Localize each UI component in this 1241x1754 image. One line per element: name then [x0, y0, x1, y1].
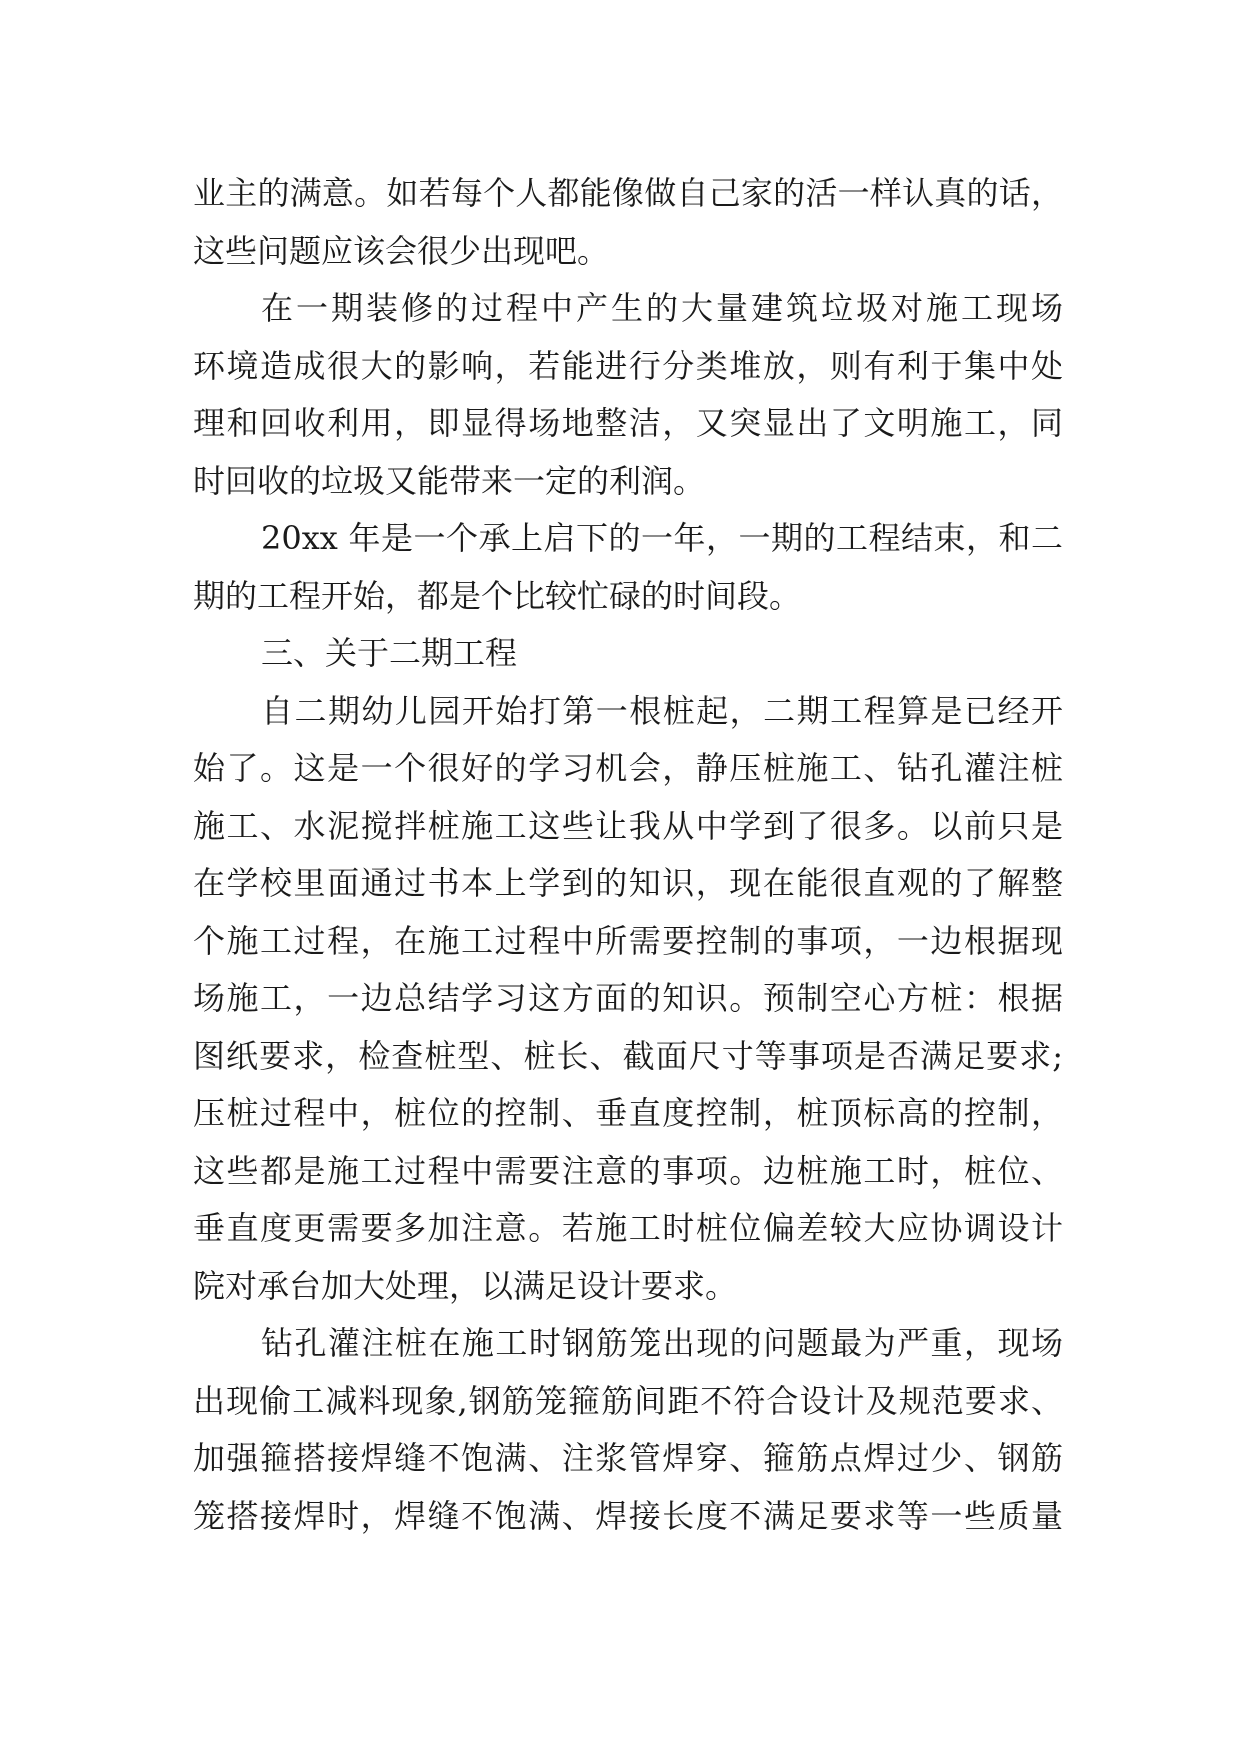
text-line: 时回收的垃圾又能带来一定的利润。 [193, 461, 706, 500]
text-line: 业主的满意。如若每个人都能像做自己家的活一样认真的话， [193, 174, 1063, 212]
text-line: 笼搭接焊时，焊缝不饱满、焊接长度不满足要求等一些质量 [193, 1496, 1063, 1535]
text-line: 在学校里面通过书本上学到的知识，现在能很直观的了解整 [193, 864, 1063, 902]
text-line: 加强箍搭接焊缝不饱满、注浆管焊穿、箍筋点焊过少、钢筋 [193, 1439, 1063, 1477]
text-line: 理和回收利用，即显得场地整洁，又突显出了文明施工，同 [193, 404, 1063, 442]
text-line: 出现偷工减料现象,钢筋笼箍筋间距不符合设计及规范要求、 [193, 1381, 1063, 1420]
text-line: 这些都是施工过程中需要注意的事项。边桩施工时，桩位、 [193, 1151, 1063, 1190]
text-line: 图纸要求，检查桩型、桩长、截面尺寸等事项是否满足要求; [193, 1036, 1063, 1075]
section-heading: 三、关于二期工程 [261, 634, 518, 672]
text-line: 环境造成很大的影响，若能进行分类堆放，则有利于集中处 [193, 346, 1063, 385]
document-body [193, 165, 1063, 1545]
text-line: 始了。这是一个很好的学习机会，静压桩施工、钻孔灌注桩 [193, 749, 1063, 787]
text-line: 这些问题应该会很少出现吧。 [193, 231, 610, 270]
text-line: 在一期装修的过程中产生的大量建筑垃圾对施工现场 [261, 289, 1063, 327]
text-line: 施工、水泥搅拌桩施工这些让我从中学到了很多。以前只是 [193, 806, 1063, 845]
text-line: 个施工过程，在施工过程中所需要控制的事项，一边根据现 [193, 921, 1063, 960]
text-line: 期的工程开始，都是个比较忙碌的时间段。 [193, 576, 802, 615]
text-line: 20xx 年是一个承上启下的一年，一期的工程结束，和二 [261, 519, 1063, 557]
text-line: 垂直度更需要多加注意。若施工时桩位偏差较大应协调设计 [193, 1209, 1063, 1247]
text-line: 钻孔灌注桩在施工时钢筋笼出现的问题最为严重，现场 [261, 1324, 1063, 1362]
text-line: 院对承台加大处理，以满足设计要求。 [193, 1266, 738, 1305]
text-line: 场施工，一边总结学习这方面的知识。预制空心方桩：根据 [193, 979, 1063, 1017]
text-line: 自二期幼儿园开始打第一根桩起，二期工程算是已经开 [261, 691, 1063, 730]
text-line: 压桩过程中，桩位的控制、垂直度控制，桩顶标高的控制， [193, 1094, 1063, 1132]
